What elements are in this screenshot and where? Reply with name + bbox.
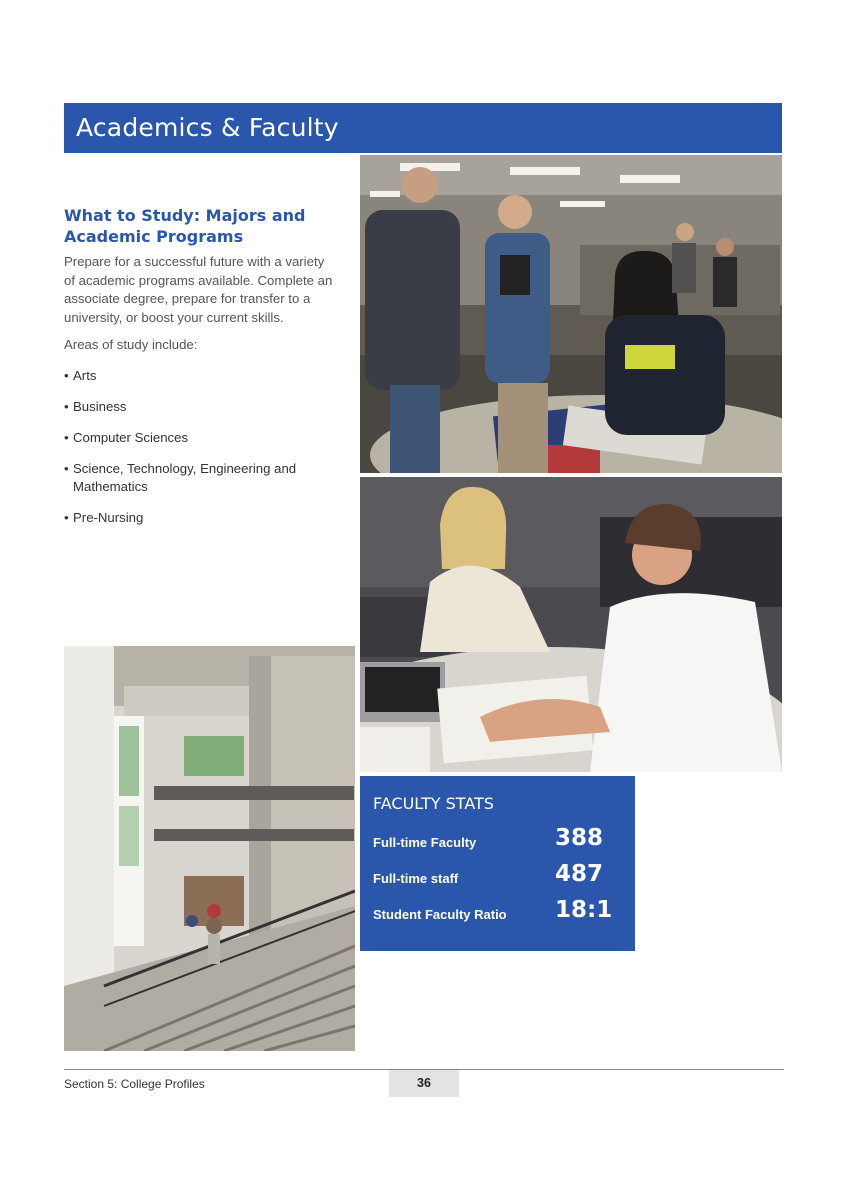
page-number: 36 [389,1070,459,1097]
stat-value: 388 [555,825,604,851]
stat-label: Full-time staff [373,871,459,886]
stat-label: Student Faculty Ratio [373,907,507,922]
stat-value: 18:1 [555,897,613,923]
students-study-photo [360,477,782,772]
areas-lead-text: Areas of study include: [64,337,198,353]
stat-value: 487 [555,861,604,887]
stat-label: Full-time Faculty [373,835,477,850]
stat-row [373,825,635,861]
stat-row [373,897,635,933]
study-section [64,205,334,540]
list-item: • Arts [64,367,334,385]
list-item: • Computer Sciences [64,429,334,447]
list-item: • Science, Technology, Engineering and Mathematics [64,460,334,496]
page-title: Academics & Faculty [76,113,339,142]
page-header-bar [64,103,782,153]
footer-section-label: Section 5: College Profiles [64,1077,205,1091]
atrium-stairs-photo [64,646,355,1051]
list-item: • Business [64,398,334,416]
faculty-stats-box [360,776,635,951]
stats-title: FACULTY STATS [373,794,494,813]
areas-list [64,367,334,527]
stat-row [373,861,635,897]
students-classroom-photo [360,155,782,473]
intro-paragraph: Prepare for a successful future with a variety of academic programs available. Complete an associate degree, prepare for transfer to a university, or boost your current skills. [64,254,333,325]
list-item: • Pre-Nursing [64,509,334,527]
section-heading: What to Study: Majors and Academic Programs [64,206,306,246]
